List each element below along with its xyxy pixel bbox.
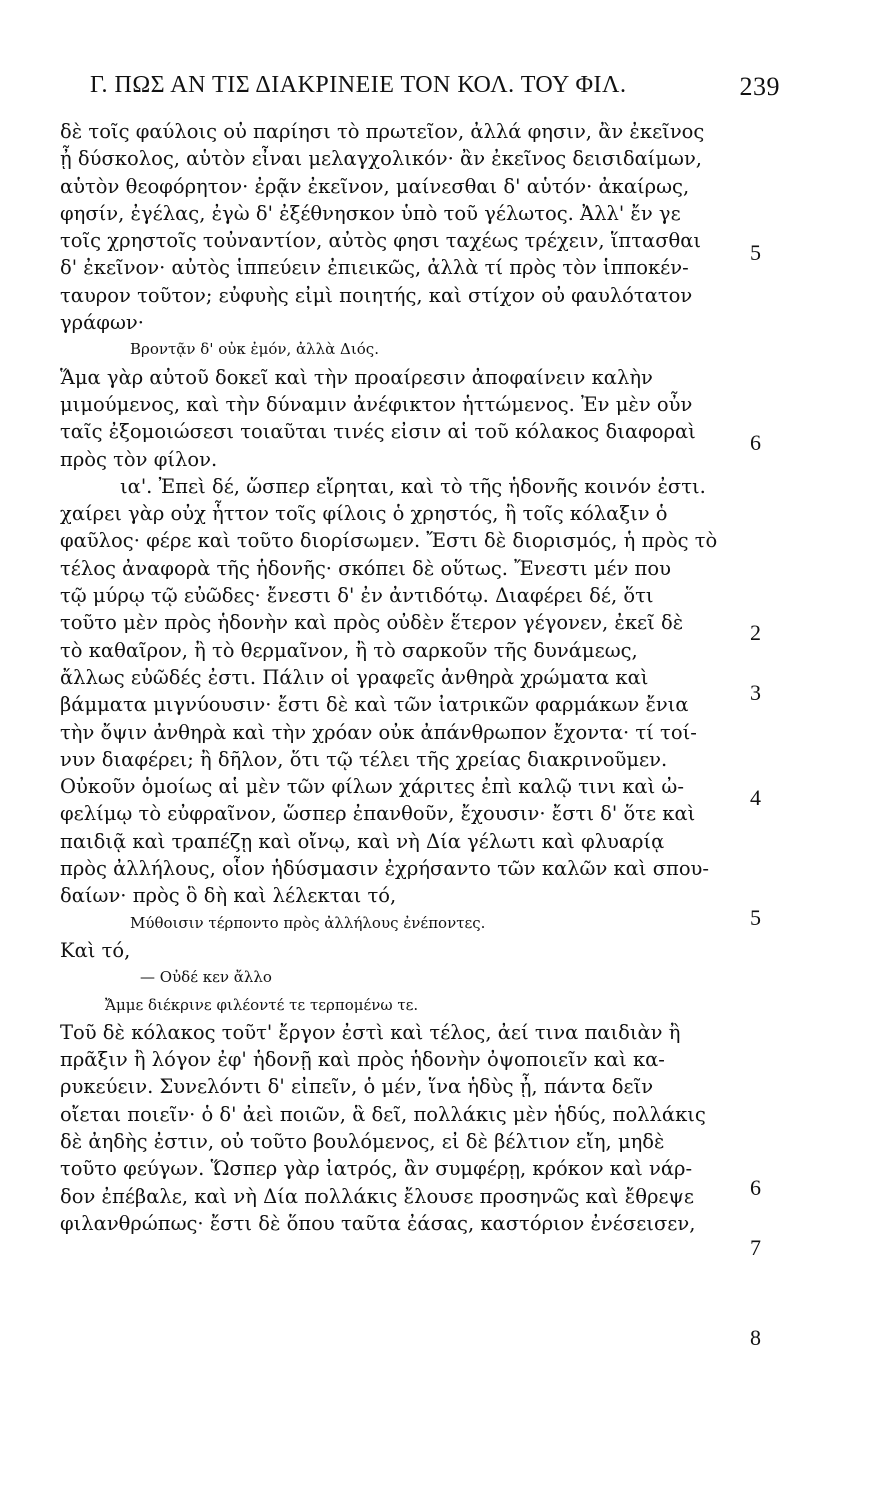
text-line: ᾖ δύσκολος, αὑτὸν εἶναι μελαγχολικόν· ἂν ἐκεῖνος δεισιδαίμων, [60,147,703,171]
running-header [90,72,780,99]
text-line: φιλανθρώπως· ἔστι δὲ ὅπου ταῦτα ἐάσας, καστόριον ἐνέσεισεν, [60,1211,696,1235]
margin-number: 3 [750,680,761,705]
text-line: ταῖς ἐξομοιώσεσι τοιαῦται τινές εἰσιν αἱ τοῦ κόλακος διαφοραὶ [60,420,696,444]
text-line: τέλος ἀναφορὰ τῆς ἡδονῆς· σκόπει δὲ οὕτως. Ἔνεστι μέν που [60,556,671,580]
text-line: φελίμῳ τὸ εὐφραῖνον, ὥσπερ ἐπανθοῦν, ἔχουσιν· ἔστι δ' ὅτε καὶ [60,802,696,826]
margin-number: 5 [750,905,761,930]
text-line: τὸ καθαῖρον, ἢ τὸ θερμαῖνον, ἢ τὸ σαρκοῦν τῆς δυνάμεως, [60,638,638,662]
text-line: οἴεται ποιεῖν· ὁ δ' ἀεὶ ποιῶν, ἃ δεῖ, πολλάκις μὲν ἡδύς, πολλάκις [60,1102,706,1126]
text-line: βάμματα μιγνύουσιν· ἔστι δὲ καὶ τῶν ἰατρικῶν φαρμάκων ἔνια [60,693,689,717]
verse-quote: Ἄμμε διέκρινε φιλέοντέ τε τερπομένω τε. [105,995,419,1014]
margin-number: 4 [750,785,761,810]
text-line: χαίρει γὰρ οὐχ ἧττον τοῖς φίλοις ὁ χρηστός, ἢ τοῖς κόλαξιν ὁ [60,502,668,526]
text-line: τὴν ὄψιν ἀνθηρὰ καὶ τὴν χρόαν οὐκ ἀπάνθρωπον ἔχοντα· τί τοί- [60,720,697,744]
margin-number: 7 [750,1235,761,1260]
text-line: δὲ ἀηδὴς ἐστιν, οὐ τοῦτο βουλόμενος, εἰ δὲ βέλτιον εἴη, μηδὲ [60,1129,665,1153]
text-line: Καὶ τό, [60,938,131,962]
section-heading-line: ια'. Ἐπεὶ δέ, ὥσπερ εἴρηται, καὶ τὸ τῆς ἡδονῆς κοινόν ἐστι. [120,474,706,498]
text-line: πρὸς ἀλλήλους, οἷον ἡδύσμασιν ἐχρήσαντο τῶν καλῶν καὶ σπου- [60,857,710,881]
text-line: γράφων· [60,311,144,335]
text-line: ταυρον τοῦτον; εὐφυὴς εἰμὶ ποιητής, καὶ στίχον οὐ φαυλότατον [60,283,693,307]
text-line: ἄλλως εὐῶδές ἐστι. Πάλιν οἱ γραφεῖς ἀνθηρὰ χρώματα καὶ [60,665,649,689]
text-line: φησίν, ἐγέλας, ἐγὼ δ' ἐξέθνησκον ὑπὸ τοῦ γέλωτος. Ἀλλ' ἔν γε [60,201,681,225]
text-line: τῷ μύρῳ τῷ εὐῶδες· ἔνεστι δ' ἐν ἀντιδότῳ. Διαφέρει δέ, ὅτι [60,584,654,608]
text-line: νυν διαφέρει; ἢ δῆλον, ὅτι τῷ τέλει τῆς χρείας διακρινοῦμεν. [60,747,668,771]
text-line: δον ἐπέβαλε, καὶ νὴ Δία πολλάκις ἔλουσε προσηνῶς καὶ ἔθρεψε [60,1184,694,1208]
margin-number: 6 [750,430,761,455]
text-line: τοῦτο μὲν πρὸς ἡδονὴν καὶ πρὸς οὐδὲν ἕτερον γέγονεν, ἐκεῖ δὲ [60,611,684,635]
text-line: δ' ἐκεῖνον· αὐτὸς ἱππεύειν ἐπιεικῶς, ἀλλὰ τί πρὸς τὸν ἱπποκέν- [60,256,689,280]
text-line: Οὐκοῦν ὁμοίως αἱ μὲν τῶν φίλων χάριτες ἐπὶ καλῷ τινι καὶ ὠ- [60,775,684,799]
text-line: πρᾶξιν ἢ λόγον ἐφ' ἡδονῇ καὶ πρὸς ἡδονὴν ὀψοποιεῖν καὶ κα- [60,1048,665,1072]
text-line: δὲ τοῖς φαύλοις οὐ παρίησι τὸ πρωτεῖον, ἀλλά φησιν, ἂν ἐκεῖνος [60,120,705,143]
text-line: δαίων· πρὸς ὃ δὴ καὶ λέλεκται τό, [60,884,397,908]
text-line: Τοῦ δὲ κόλακος τοῦτ' ἔργον ἐστὶ καὶ τέλος, ἀεί τινα παιδιὰν ἢ [60,1020,681,1044]
text-line: τοῦτο φεύγων. Ὥσπερ γὰρ ἰατρός, ἂν συμφέρῃ, κρόκον καὶ νάρ- [60,1157,693,1181]
verse-quote: — Οὐδέ κεν ἄλλο [140,968,272,987]
body-text [60,118,740,1237]
margin-number: 5 [750,240,761,265]
verse-quote: Βροντᾷν δ' οὐκ ἐμόν, ἀλλὰ Διός. [130,340,379,359]
text-line: παιδιᾷ καὶ τραπέζῃ καὶ οἴνῳ, καὶ νὴ Δία γέλωτι καὶ φλυαρίᾳ [60,829,665,853]
page-number: 239 [739,72,780,101]
text-line: φαῦλος· φέρε καὶ τοῦτο διορίσωμεν. Ἔστι δὲ διορισμός, ἡ πρὸς τὸ [60,529,718,553]
text-line: πρὸς τὸν φίλον. [60,447,218,471]
text-line: Ἅμα γὰρ αὐτοῦ δοκεῖ καὶ τὴν προαίρεσιν ἀποφαίνειν καλὴν [60,365,653,389]
margin-number: 8 [750,1325,761,1350]
verse-quote: Μύθοισιν τέρποντο πρὸς ἀλλήλους ἐνέποντες. [130,913,486,932]
text-line: ρυκεύειν. Συνελόντι δ' εἰπεῖν, ὁ μέν, ἵνα ἡδὺς ᾖ, πάντα δεῖν [60,1075,654,1099]
text-line: μιμούμενος, καὶ τὴν δύναμιν ἀνέφικτον ἡττώμενος. Ἐν μὲν οὖν [60,392,693,416]
margin-number: 2 [750,620,761,645]
text-line: αὑτὸν θεοφόρητον· ἐρᾷν ἐκεῖνον, μαίνεσθαι δ' αὑτόν· ἀκαίρως, [60,174,690,198]
margin-number: 6 [750,1175,761,1200]
text-line: τοῖς χρηστοῖς τοὐναντίον, αὐτὸς φησι ταχέως τρέχειν, ἵπτασθαι [60,229,702,253]
header-title: Γ. ΠΩΣ ΑΝ ΤΙΣ ΔΙΑΚΡΙΝΕΙΕ ΤΟΝ ΚΟΛ. ΤΟΥ ΦΙΛ. [90,72,627,98]
